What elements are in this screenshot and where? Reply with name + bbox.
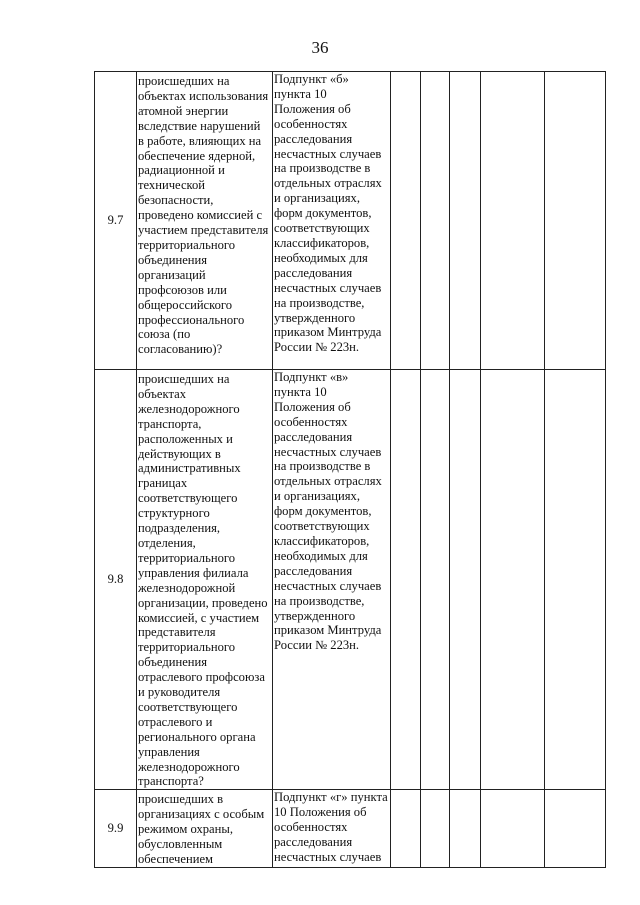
text-line: несчастных случаев [274, 146, 382, 161]
text-line: приказом Минтруда [274, 623, 382, 638]
text-line: транспорта, [138, 416, 202, 431]
text-line: России № 223н. [274, 340, 360, 355]
text-line: несчастных случаев [274, 280, 382, 295]
empty-cell-yes [391, 370, 421, 790]
text-line: происшедших на [138, 74, 230, 88]
text-line: классификаторов, [274, 235, 370, 250]
empty-cell-extra [545, 72, 606, 370]
text-line: безопасности, [138, 193, 214, 208]
text-line: утвержденного [274, 310, 356, 325]
text-line: на производстве, [274, 295, 365, 310]
text-line: на производстве, [274, 593, 365, 608]
text-line: особенностях [274, 414, 348, 429]
text-line: классификаторов, [274, 533, 370, 548]
text-line: отдельных отраслях [274, 474, 382, 489]
text-line: несчастных случаев [274, 850, 382, 864]
empty-cell-extra [545, 370, 606, 790]
text-line: участием представителя [138, 223, 269, 238]
text-line: технической [138, 178, 206, 193]
text-line: Положения об [274, 101, 351, 116]
text-line: на производстве в [274, 459, 371, 474]
text-line: управления [138, 744, 200, 759]
text-line: железнодорожного [138, 401, 240, 416]
text-line: соответствующего [138, 699, 238, 714]
text-line: пункта 10 [274, 86, 327, 101]
text-line: утвержденного [274, 608, 356, 623]
reference-cell [273, 370, 391, 790]
text-line: транспорта? [138, 774, 204, 789]
text-line: и организациях, [274, 489, 360, 504]
empty-cell-note [481, 370, 545, 790]
row-number: 9.7 [95, 72, 137, 370]
text-line: форм документов, [274, 504, 372, 519]
text-line: подразделения, [138, 521, 221, 536]
text-line: общероссийского [138, 297, 233, 312]
text-line: необходимых для [274, 250, 368, 265]
text-line: действующих в [138, 446, 221, 461]
text-line: атомной энергии [138, 103, 229, 118]
empty-cell-no [421, 72, 450, 370]
text-line: отдельных отраслях [274, 176, 382, 191]
text-line: необходимых для [274, 548, 368, 563]
text-line: организаций [138, 267, 206, 282]
text-line: расследования [274, 563, 353, 578]
text-line: Положения об [274, 399, 351, 414]
text-line: несчастных случаев [274, 444, 382, 459]
text-line: обеспечением [138, 852, 214, 866]
text-line: расположенных и [138, 431, 233, 446]
text-line: железнодорожной [138, 580, 236, 595]
text-line: обусловленным [138, 837, 223, 852]
text-line: управления филиала [138, 565, 249, 580]
text-line: особенностях [274, 820, 348, 835]
text-line: радиационной и [138, 163, 225, 178]
empty-cell-yes [391, 790, 421, 868]
text-line: России № 223н. [274, 638, 360, 653]
text-line: комиссией, с участием [138, 610, 260, 625]
text-line: отраслевого и [138, 714, 213, 729]
text-line: вследствие нарушений [138, 118, 261, 133]
text-line: несчастных случаев [274, 578, 382, 593]
text-line: происшедших в [138, 792, 224, 807]
text-line: объединения [138, 252, 208, 267]
table-row [95, 72, 606, 370]
text-line: территориального [138, 237, 236, 252]
text-line: железнодорожного [138, 759, 240, 774]
text-line: расследования [274, 835, 353, 850]
text-line: приказом Минтруда [274, 325, 382, 340]
text-line: расследования [274, 131, 353, 146]
text-line: Подпункт «б» [274, 72, 349, 86]
text-line: организациях с особым [138, 807, 265, 822]
row-number: 9.9 [95, 790, 137, 868]
empty-cell-no [421, 790, 450, 868]
text-line: обеспечение ядерной, [138, 148, 256, 163]
text-line: соответствующего [138, 491, 238, 506]
empty-cell-na [450, 370, 481, 790]
text-line: объектах использования [138, 88, 269, 103]
table-row [95, 790, 606, 868]
text-line: режимом охраны, [138, 822, 233, 837]
condition-cell [137, 790, 273, 868]
text-line: Подпункт «в» [274, 370, 349, 384]
text-line: регионального органа [138, 729, 256, 744]
text-line: расследования [274, 265, 353, 280]
text-line: согласованию)? [138, 342, 223, 357]
condition-cell [137, 370, 273, 790]
empty-cell-note [481, 790, 545, 868]
text-line: проведено комиссией с [138, 208, 263, 223]
text-line: административных [138, 461, 241, 476]
text-line: профсоюзов или [138, 282, 227, 297]
condition-cell [137, 72, 273, 370]
text-line: союза (по [138, 327, 191, 342]
text-line: расследования [274, 429, 353, 444]
text-line: в работе, влияющих на [138, 133, 262, 148]
text-line: представителя [138, 625, 216, 640]
text-line: отделения, [138, 535, 196, 550]
empty-cell-no [421, 370, 450, 790]
inspection-table [94, 71, 606, 868]
text-line: и руководителя [138, 685, 221, 700]
row-number: 9.8 [95, 370, 137, 790]
text-line: и организациях, [274, 191, 360, 206]
text-line: территориального [138, 550, 236, 565]
text-line: соответствующих [274, 221, 370, 236]
text-line: организации, проведено [138, 595, 268, 610]
text-line: Подпункт «г» пункта [274, 790, 388, 805]
empty-cell-na [450, 790, 481, 868]
reference-cell [273, 72, 391, 370]
text-line: пункта 10 [274, 384, 327, 399]
text-line: профессионального [138, 312, 245, 327]
text-line: структурного [138, 506, 210, 521]
reference-cell [273, 790, 391, 868]
text-line: форм документов, [274, 206, 372, 221]
empty-cell-na [450, 72, 481, 370]
text-line: на производстве в [274, 161, 371, 176]
empty-cell-yes [391, 72, 421, 370]
text-line: объединения [138, 655, 208, 670]
page-number: 36 [311, 38, 329, 57]
text-line: отраслевого профсоюза [138, 670, 265, 685]
text-line: 10 Положения об [274, 805, 367, 820]
empty-cell-extra [545, 790, 606, 868]
text-line: территориального [138, 640, 236, 655]
text-line: особенностях [274, 116, 348, 131]
text-line: соответствующих [274, 519, 370, 534]
text-line: происшедших на [138, 372, 230, 386]
table-row [95, 370, 606, 790]
text-line: объектах [138, 386, 186, 401]
text-line: границах [138, 476, 188, 491]
empty-cell-note [481, 72, 545, 370]
